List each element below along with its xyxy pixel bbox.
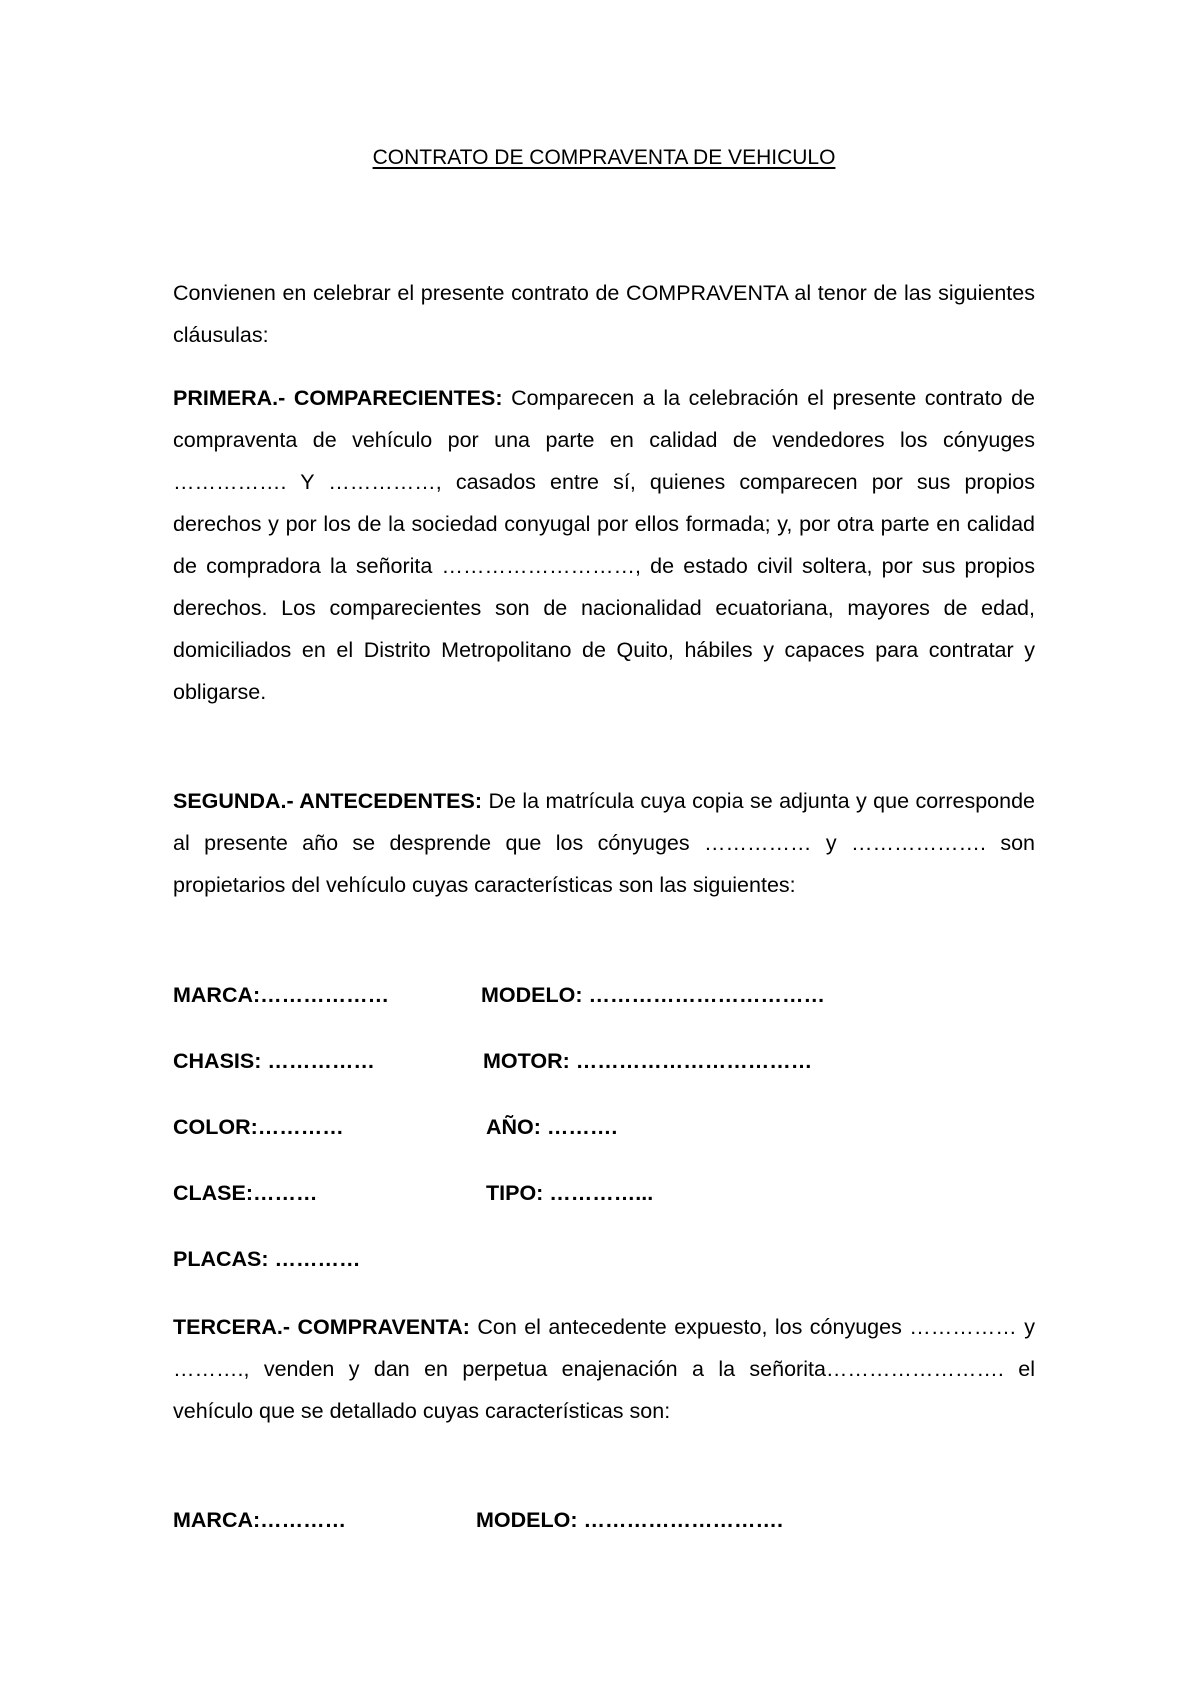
field-motor: MOTOR: …………………………… (483, 1049, 813, 1073)
field-tipo: TIPO: …………... (486, 1181, 654, 1205)
field-marca-2: MARCA:………… (173, 1508, 347, 1532)
clause-tercera-heading: TERCERA.- COMPRAVENTA: (173, 1315, 470, 1339)
field-chasis: CHASIS: …………… (173, 1049, 375, 1073)
clause-tercera-text: Con el antecedente expuesto, los cónyuges …………… y ………., venden y dan en perpetua enajenación a la señorita……………………. el vehículo que se detallado cuyas características son: (173, 1315, 1035, 1423)
clause-segunda-heading: SEGUNDA.- ANTECEDENTES: (173, 789, 483, 813)
field-ano: AÑO: ………. (486, 1115, 618, 1139)
field-modelo-2: MODELO: ………………………. (476, 1508, 783, 1532)
clause-segunda (173, 780, 1035, 906)
field-placas: PLACAS: ………… (173, 1247, 361, 1271)
field-modelo: MODELO: …………………………… (481, 983, 825, 1007)
clause-primera-text: Comparecen a la celebración el presente contrato de compraventa de vehículo por una parte en calidad de vendedores los cónyuges ……………. Y ……………, casados entre sí, quienes comparecen por sus propios derechos y por los de la sociedad conyugal por ellos formada; y, por otra parte en calidad de compradora la señorita ………………………, de estado civil soltera, por sus propios derechos. Los comparecientes son de nacionalidad ecuatoriana, mayores de edad, domiciliados en el Distrito Metropolitano de Quito, hábiles y capaces para contratar y obligarse. (173, 386, 1036, 704)
field-clase: CLASE:……… (173, 1181, 318, 1205)
field-color: COLOR:………… (173, 1115, 344, 1139)
field-row-chasis-motor (173, 1046, 1035, 1076)
clause-primera-heading: PRIMERA.- COMPARECIENTES: (173, 386, 503, 410)
field-row-marca-modelo (173, 980, 1035, 1010)
clause-segunda-text: De la matrícula cuya copia se adjunta y que corresponde al presente año se desprende que los cónyuges …………… y ………………. son propietarios del vehículo cuyas características son las siguientes: (173, 789, 1035, 897)
clause-primera (173, 377, 1035, 713)
document-title: CONTRATO DE COMPRAVENTA DE VEHICULO (372, 146, 836, 169)
field-row-clase-tipo (173, 1178, 1035, 1208)
clause-tercera (173, 1306, 1035, 1432)
field-row-placas (173, 1244, 1035, 1274)
field-row-marca-modelo-2 (173, 1505, 1035, 1535)
field-row-color-ano (173, 1112, 1035, 1142)
field-marca: MARCA:……………… (173, 983, 390, 1007)
intro-paragraph: Convienen en celebrar el presente contrato de COMPRAVENTA al tenor de las siguientes cláusulas: (173, 281, 1035, 347)
